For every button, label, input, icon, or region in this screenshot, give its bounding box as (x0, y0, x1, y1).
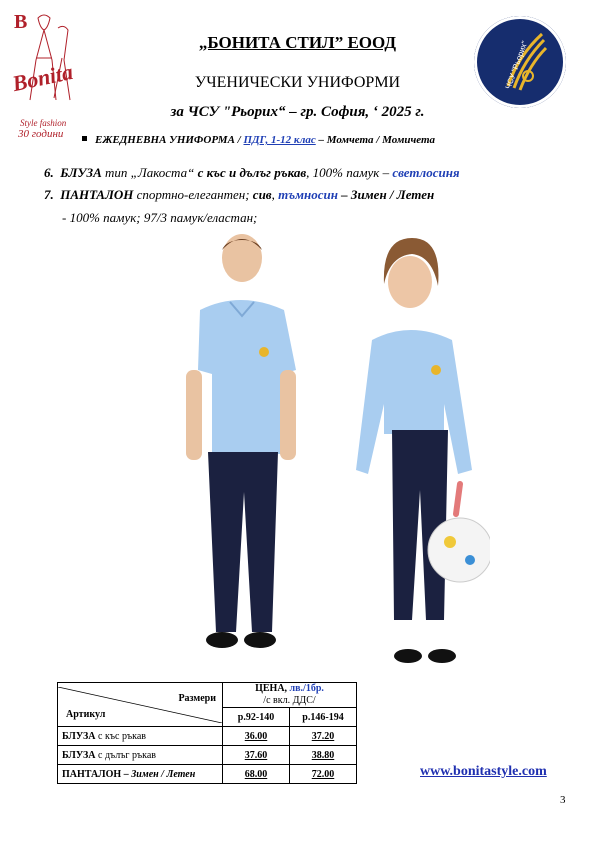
row-name: ПАНТАЛОН – Зимен / Летен (58, 765, 223, 784)
row-name: БЛУЗА с къс ръкав (58, 727, 223, 746)
size-header: р.146-194 (290, 708, 357, 727)
table-corner-header (58, 683, 223, 727)
price-unit: лв./1бр. (289, 683, 324, 694)
website-link[interactable]: www.bonitastyle.com (420, 764, 547, 779)
row-price: 68.00 (223, 765, 290, 784)
boy-figure (186, 234, 296, 648)
item-season: – Зимен / Летен (337, 187, 435, 202)
logo-tagline: Style fashion (20, 118, 67, 128)
page-subheading: за ЧСУ "Рьорих“ – гр. София, ‘ 2025 г. (170, 104, 425, 120)
row-price: 37.20 (290, 727, 357, 746)
item-color: светлосиня (392, 165, 460, 180)
item-number: 7. (44, 187, 54, 202)
item-pants (44, 187, 434, 203)
svg-text:B: B (14, 11, 28, 33)
badge-text: ЧСУ "Рьорих" (503, 39, 530, 91)
category-label: ЕЖЕДНЕВНА УНИФОРМА / (95, 134, 244, 146)
page-number: 3 (560, 794, 566, 806)
header-article: Артикул (66, 708, 106, 720)
category-grades: ПДГ, 1-12 клас (243, 134, 316, 146)
price-label: ЦЕНА, (255, 683, 290, 694)
category-gender: – Момчета / Момичета (315, 134, 436, 146)
row-price: 36.00 (223, 727, 290, 746)
item-name: БЛУЗА (60, 165, 102, 180)
price-header (223, 683, 357, 708)
item-shirt (44, 165, 460, 181)
logo-years: 30 години (18, 128, 64, 140)
item-number: 6. (44, 165, 54, 180)
logo-brand: Bonita (10, 58, 76, 97)
item-color-navy: тъмносин (278, 187, 338, 202)
uniform-photo (160, 230, 490, 670)
table-row (58, 746, 357, 765)
school-badge (474, 16, 566, 108)
price-vat: /с вкл. ДДС/ (263, 695, 316, 706)
page-heading: УЧЕНИЧЕСКИ УНИФОРМИ (194, 74, 401, 91)
uniform-category (82, 134, 435, 146)
item-material: , 100% памук – (306, 165, 393, 180)
item-color-grey: сив (252, 187, 272, 202)
row-price: 38.80 (290, 746, 357, 765)
header-sizes: Размери (178, 692, 216, 704)
item-sleeve: с къс и дълъг ръкав (197, 165, 307, 180)
item-desc: спортно-елегантен; (133, 187, 253, 202)
price-table (57, 682, 357, 784)
table-row (58, 727, 357, 746)
size-header: р.92-140 (223, 708, 290, 727)
bullet-square-icon (82, 136, 87, 141)
row-name: БЛУЗА с дълъг ръкав (58, 746, 223, 765)
item-material-note: - 100% памук; 97/3 памук/еластан; (62, 210, 258, 225)
table-row (58, 765, 357, 784)
row-price: 72.00 (290, 765, 357, 784)
item-sep: , (271, 187, 279, 202)
row-price: 37.60 (223, 746, 290, 765)
girl-figure (356, 238, 490, 663)
item-name: ПАНТАЛОН (60, 187, 134, 202)
company-name: „БОНИТА СТИЛ” ЕООД (198, 33, 397, 52)
item-desc: тип „Лакоста“ (101, 165, 198, 180)
